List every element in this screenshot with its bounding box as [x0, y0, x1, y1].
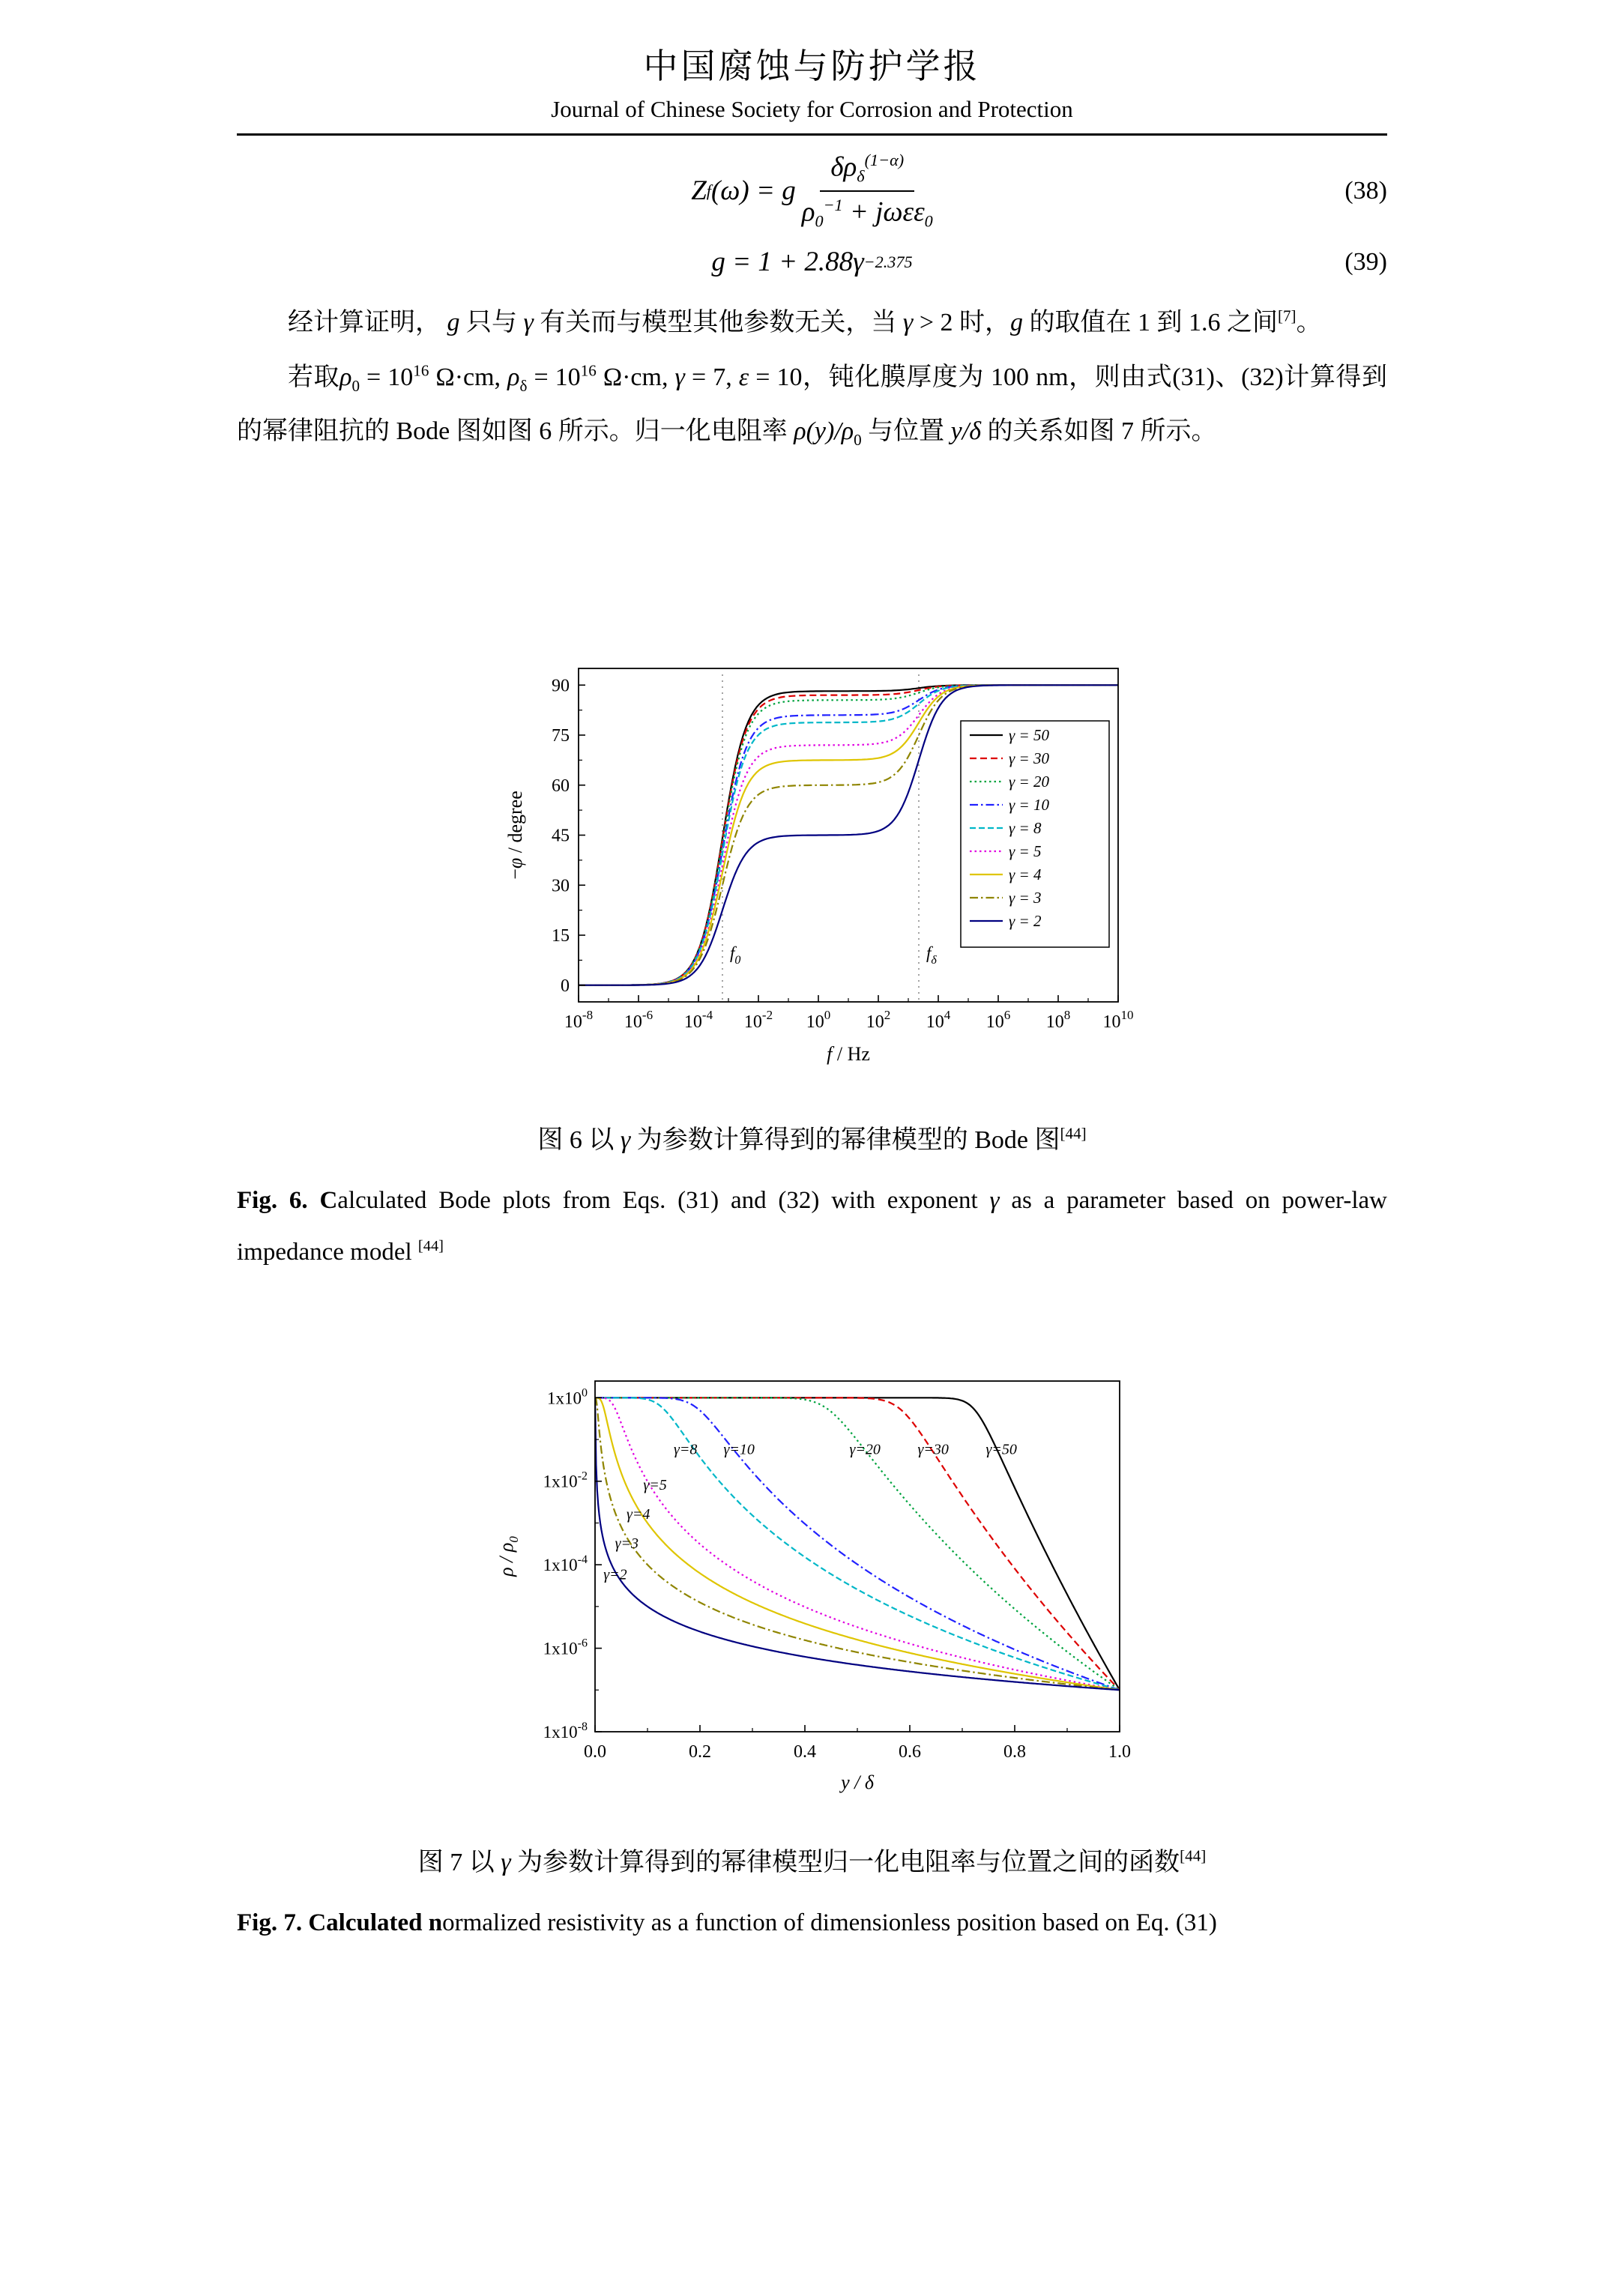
eq38-lhs: Z	[691, 175, 707, 207]
eq39-base: g = 1 + 2.88γ	[711, 247, 864, 278]
svg-text:10-8: $10^{-8}$	[564, 1007, 593, 1032]
svg-text:1x10-2: $1x10^{-2}$	[543, 1469, 588, 1491]
figure-6-caption-zh: 图 6 以 γ 为参数计算得到的幂律模型的 Bode 图[44]	[537, 1124, 1087, 1154]
eq38-fraction	[802, 151, 933, 231]
svg-text:0.0: 0.0	[583, 1742, 606, 1762]
fig7-axes	[495, 1381, 1131, 1793]
fig7-curve-label: γ=20	[849, 1441, 881, 1458]
eq38-den-base: ρ	[801, 196, 815, 228]
svg-text:104: $10^4$	[926, 1007, 950, 1032]
equation-39	[237, 238, 1387, 286]
eq38-den-sub2: 0	[924, 211, 933, 231]
paragraph-1: 经计算证明， g 只与 γ 有关而与模型其他参数无关，当 γ > 2 时，g 的取值在 1 到 1.6 之间[7]。	[288, 307, 1322, 337]
fig7-curve-label: γ=2	[603, 1566, 627, 1583]
fig6-x-axis-label: f / Hz	[826, 1042, 870, 1065]
fig6-legend	[961, 721, 1109, 947]
svg-text:1010: $10^{10}$	[1102, 1007, 1133, 1032]
figure-7	[237, 1365, 1387, 1807]
eq38-num-sub: δ	[857, 166, 865, 186]
figure-7-caption-en: Fig. 7. Calculated normalized resistivity as a function of dimensionless position based on Eq. (31)	[237, 1909, 1217, 1937]
fig7-curve-label: γ=4	[626, 1506, 650, 1523]
eq38-den-sub: 0	[815, 211, 824, 231]
svg-text:60: 60	[551, 776, 570, 796]
svg-text:0.4: 0.4	[793, 1742, 816, 1762]
svg-text:100: $10^0$	[806, 1007, 830, 1032]
eq38-den-sup: −1	[823, 195, 843, 214]
figure-7-chart	[490, 1365, 1135, 1803]
figure-6	[237, 650, 1387, 1084]
svg-text:1x10-8: $1x10^{-8}$	[543, 1721, 588, 1742]
fig6-legend-item: γ = 5	[1008, 842, 1041, 860]
fig6-legend-item: γ = 2	[1008, 911, 1041, 930]
svg-text:102: $10^2$	[866, 1007, 890, 1032]
svg-text:0: 0	[560, 976, 570, 996]
equation-39-number: (39)	[1344, 247, 1387, 276]
header-rule	[237, 133, 1387, 136]
eq38-num-sup: (1−α)	[864, 151, 905, 169]
svg-text:10-6: $10^{-6}$	[624, 1007, 653, 1032]
figure-6-caption-en: Fig. 6. Calculated Bode plots from Eqs. (31) and (32) with exponent γ as a parameter based on power-law impedance model [44]	[237, 1186, 1387, 1266]
fig6-legend-item: γ = 4	[1008, 865, 1041, 883]
journal-title-en: Journal of Chinese Society for Corrosion and Protection	[551, 96, 1073, 122]
fig7-y-axis-label: ρ / $\rho_0$	[495, 1536, 521, 1577]
svg-text:1.0: 1.0	[1108, 1742, 1131, 1762]
eq39-sup: −2.375	[863, 252, 913, 271]
svg-text:10-2: $10^{-2}$	[743, 1007, 773, 1032]
svg-text:1x100: $1x10^0$	[546, 1386, 588, 1408]
fig7-x-axis-label: y / δ	[840, 1771, 874, 1794]
eq38-lhs-rest: (ω) = g	[710, 175, 796, 207]
figure-6-chart	[490, 650, 1135, 1081]
fig6-legend-item: γ = 50	[1008, 725, 1049, 744]
svg-text:1x10-4: $1x10^{-4}$	[543, 1553, 588, 1575]
fig6-legend-item: γ = 3	[1008, 888, 1041, 907]
fig7-curve-label: γ=30	[917, 1441, 949, 1458]
eq38-denominator	[802, 192, 933, 232]
fig7-curve-label: γ=50	[985, 1441, 1017, 1458]
fig6-annotation-label: $f_\delta$	[926, 943, 937, 967]
eq38-numerator	[820, 151, 914, 192]
equation-39-body	[711, 246, 912, 278]
fig6-annotation-lines	[722, 674, 937, 1002]
equation-38-number: (38)	[1344, 176, 1387, 205]
fig7-curve-label: γ=3	[615, 1535, 639, 1553]
fig6-legend-item: γ = 20	[1008, 772, 1049, 791]
svg-text:45: 45	[551, 826, 570, 846]
fig6-y-axis-label: −φ / degree	[504, 790, 526, 880]
svg-text:75: 75	[551, 725, 570, 746]
svg-text:30: 30	[551, 875, 570, 895]
svg-text:15: 15	[551, 925, 570, 946]
svg-text:0.8: 0.8	[1003, 1742, 1026, 1762]
fig6-annotation-label: $f_0$	[729, 943, 740, 967]
equation-38-body	[691, 151, 933, 231]
svg-text:0.2: 0.2	[688, 1742, 711, 1762]
svg-text:10-4: $10^{-4}$	[683, 1007, 713, 1032]
journal-header	[237, 39, 1387, 136]
fig7-curve-labels	[603, 1442, 1017, 1583]
svg-text:106: $10^6$	[985, 1007, 1010, 1032]
equations-section	[237, 143, 1387, 286]
paragraph-2: 若取$\rho_0 = 10^{16}$ Ω·cm, $\rho_\delta = 10^{16}$ Ω·cm, γ = 7, ε = 10，钝化膜厚度为 100 nm，则由式(31)、(32)计算得到的幂律阻抗的 Bode 图如图 6 所示。归一化电阻率 $\rho(y)/\rho_0$ 与位置 y/δ 的关系如图 7 所示。	[237, 361, 1387, 449]
svg-text:1x10-6: $1x10^{-6}$	[543, 1637, 588, 1658]
fig7-curve-label: γ=5	[642, 1477, 667, 1494]
eq38-num-base: δρ	[830, 151, 857, 183]
svg-text:0.6: 0.6	[898, 1742, 921, 1762]
journal-title-zh: 中国腐蚀与防护学报	[643, 47, 981, 85]
fig7-curve-label: γ=8	[673, 1441, 697, 1458]
svg-text:108: $10^8$	[1045, 1007, 1070, 1032]
svg-text:90: 90	[551, 675, 570, 695]
fig6-legend-item: γ = 8	[1008, 818, 1041, 837]
fig7-curve-label: γ=10	[723, 1441, 755, 1458]
eq38-lhs-sub: f	[706, 181, 711, 200]
fig6-legend-item: γ = 10	[1008, 795, 1049, 814]
fig6-legend-item: γ = 30	[1008, 749, 1049, 767]
figure-7-caption-zh: 图 7 以 γ 为参数计算得到的幂律模型归一化电阻率与位置之间的函数[44]	[417, 1846, 1207, 1877]
eq38-den-rest: + jωεε	[842, 196, 925, 228]
equation-38	[237, 143, 1387, 238]
